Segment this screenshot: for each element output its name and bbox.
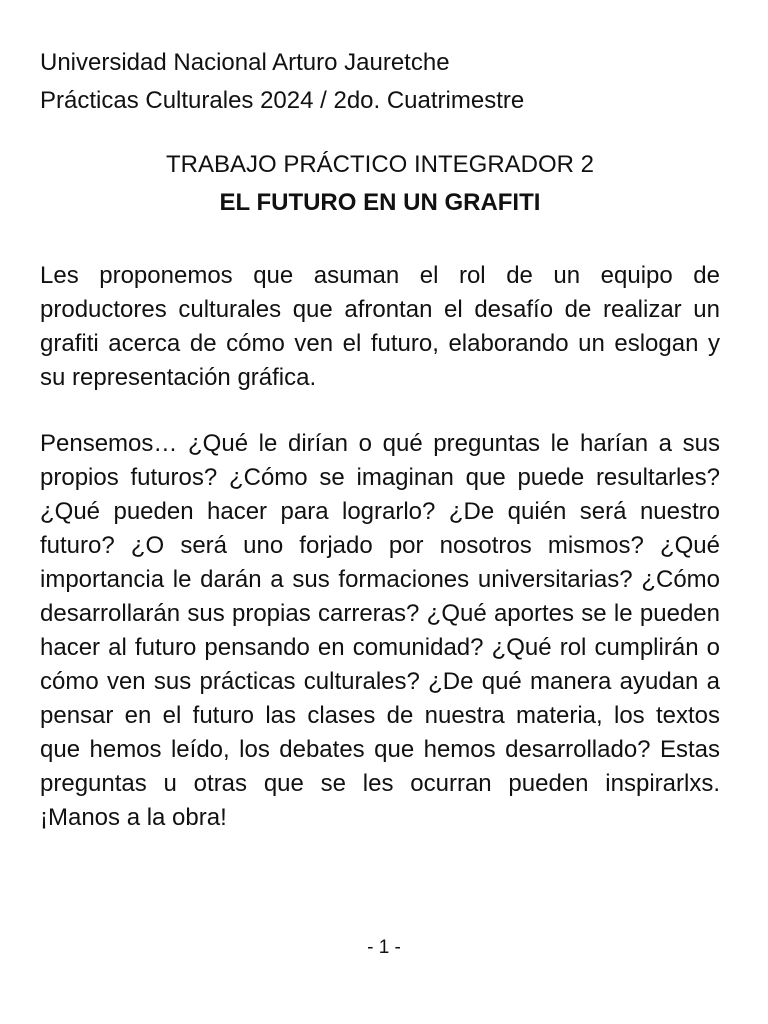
body-paragraph-questions: Pensemos… ¿Qué le dirían o qué preguntas le harían a sus propios futuros? ¿Cómo se imaginan que puede resultarles? ¿Qué pueden hacer para lograrlo? ¿De quién será nuestro futuro? ¿O será uno forjado por nosotros mismos? ¿Qué importancia le darán a sus formaciones universitarias? ¿Cómo desarrollarán sus propias carreras? ¿Qué aportes se le pueden hacer al futuro pensando en comunidad? ¿Qué rol cumplirán o cómo ven sus prácticas culturales? ¿De qué manera ayudan a pensar en el futuro las clases de nuestra materia, los textos que hemos leído, los debates que hemos desarrollado? Estas preguntas u otras que se les ocurran pueden inspirarlxs. ¡Manos a la obra! [40, 430, 720, 831]
page-number: - 1 - [367, 937, 401, 958]
document-header [40, 44, 720, 120]
assignment-title: TRABAJO PRÁCTICO INTEGRADOR 2 [165, 151, 595, 178]
university-name: Universidad Nacional Arturo Jauretche [40, 49, 450, 76]
body-paragraph-intro: Les proponemos que asuman el rol de un equipo de productores culturales que afrontan el desafío de realizar un grafiti acerca de cómo ven el futuro, elaborando un eslogan y su representación gráfica. [40, 262, 720, 391]
document-page [40, 44, 720, 835]
title-block [40, 146, 720, 222]
course-name: Prácticas Culturales 2024 / 2do. Cuatrimestre [40, 87, 525, 114]
main-title: EL FUTURO EN UN GRAFITI [219, 189, 541, 216]
